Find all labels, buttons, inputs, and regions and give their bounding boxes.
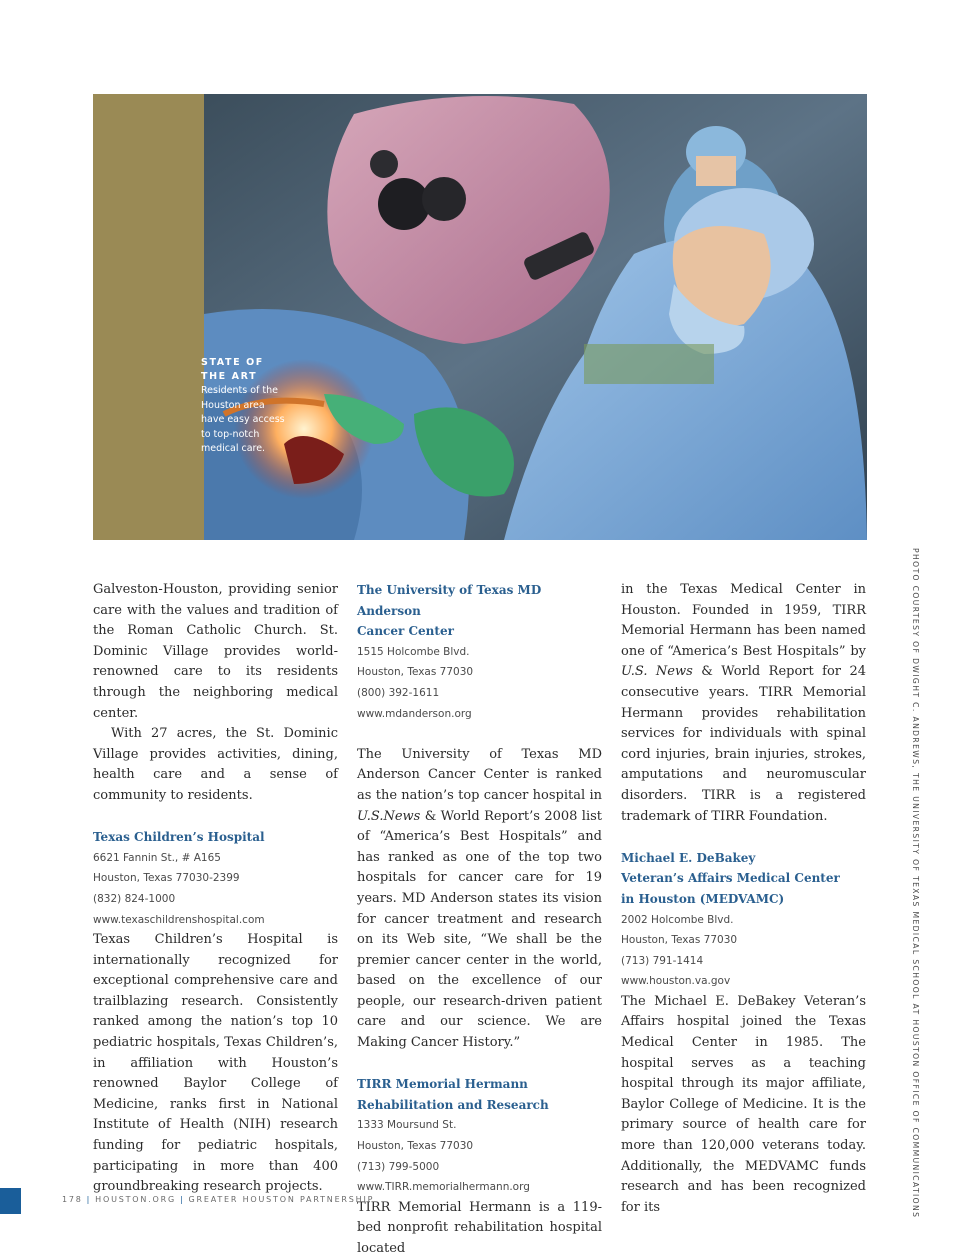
column-2 — [357, 580, 602, 1260]
paragraph: With 27 acres, the St. Dominic Village provides activities, dining, health care and a sense of community to residents. — [93, 726, 338, 803]
footer-site: HOUSTON.ORG — [95, 1195, 176, 1204]
photo-frame — [93, 94, 867, 540]
column-1 — [93, 580, 338, 1198]
paragraph: The Michael E. DeBakey Veteran’s Affairs hospital joined the Texas Medical Center in 1985. The hospital serves as a teaching hospital through its major affiliate, Baylor College of Medicine. It is the primary source of health care for more than 120,000 veterans today. Additionally, the MEDVAMC funds research and has been recognized for its — [621, 993, 866, 1215]
hospital-name-tirr: TIRR Memorial Hermann — [357, 1077, 528, 1092]
address-line: Houston, Texas 77030 — [357, 1140, 474, 1153]
address-line: 6621 Fannin St., # A165 — [93, 851, 221, 864]
website-url: www.TIRR.memorialhermann.org — [357, 1181, 530, 1194]
hospital-name-texas-childrens: Texas Children’s Hospital — [93, 830, 265, 845]
hospital-name-medvamc: Michael E. DeBakey — [621, 850, 756, 865]
website-url: www.mdanderson.org — [357, 707, 472, 720]
hospital-name-md-anderson: The University of Texas MD Anderson — [357, 583, 542, 618]
hospital-name-medvamc-line2: Veteran’s Affairs Medical Center — [621, 871, 840, 886]
phone-number: (832) 824-1000 — [93, 892, 176, 905]
phone-number: (713) 799-5000 — [357, 1160, 440, 1173]
address-line: Houston, Texas 77030 — [621, 934, 738, 947]
phone-number: (713) 791-1414 — [621, 954, 704, 967]
address-line: Houston, Texas 77030 — [357, 666, 474, 679]
paragraph — [357, 745, 602, 1054]
paragraph: Galveston-Houston, providing senior care with the values and tradition of the Roman Catholic Church. St. Dominic Village provides world-renowned care to its residents through the neighboring medical center. — [93, 582, 338, 721]
hospital-name-md-anderson-line2: Cancer Center — [357, 624, 454, 639]
address-line: Houston, Texas 77030-2399 — [93, 872, 240, 885]
publication-name: U.S. News — [621, 664, 693, 680]
website-url: www.houston.va.gov — [621, 975, 731, 988]
surgery-photo — [204, 94, 867, 540]
paragraph: Texas Children’s Hospital is internationally recognized for exceptional comprehensive care and trailblazing research. Consistently ranked among the nation’s top 10 pediatric hospitals, Texas Children’s, in affiliation with Houston’s renowned Baylor College of Medicine, ranks first in National Institute of Health (NIH) research funding for pediatric hospitals, participating in more than 400 groundbreaking research projects. — [93, 932, 338, 1195]
paragraph: TIRR Memorial Hermann is a 119-bed nonprofit rehabilitation hospital located — [357, 1199, 602, 1256]
footer-publisher: GREATER HOUSTON PARTNERSHIP — [188, 1195, 375, 1204]
column-3 — [621, 580, 866, 1218]
text-run: & World Report for 24 consecutive years. TIRR Memorial Hermann provides rehabilitation services for individuals with spinal cord injuries, brain injuries, strokes, amputations and neuromuscular disorders. TIRR is a registered trademark of TIRR Foundation. — [621, 664, 866, 824]
address-line: 2002 Holcombe Blvd. — [621, 913, 734, 926]
caption-title: STATE OF THE ART — [201, 357, 264, 382]
hospital-name-tirr-line2: Rehabilitation and Research — [357, 1097, 549, 1112]
text-run: & World Report’s 2008 list of “America’s Best Hospitals” and has ranked as one of the top two hospitals for cancer care for 19 years. MD Anderson states its vision for cancer treatment and research on its Web site, “We shall be the premier cancer center in the world, based on the excellence of our people, our research-driven patient care and our science. We are Making Cancer History.” — [357, 808, 602, 1051]
page-footer: 178 | HOUSTON.ORG | GREATER HOUSTON PARTNERSHIP — [62, 1195, 375, 1204]
website-url: www.texaschildrenshospital.com — [93, 913, 265, 926]
phone-number: (800) 392-1611 — [357, 686, 440, 699]
page-number: 178 — [62, 1195, 83, 1204]
footer-color-block — [0, 1188, 21, 1214]
photo-credit: PHOTO COURTESY OF DWIGHT C. ANDREWS, THE UNIVERSITY OF TEXAS MEDICAL SCHOOL AT HOUSTON OFFICE OF COMMUNICATIONS — [911, 548, 920, 1219]
hospital-name-medvamc-line3: in Houston (MEDVAMC) — [621, 891, 785, 906]
text-run: The University of Texas MD Anderson Cancer Center is ranked as the nation’s top cancer hospital in — [357, 746, 602, 803]
paragraph — [621, 580, 866, 827]
address-line: 1515 Holcombe Blvd. — [357, 645, 470, 658]
photo-caption — [201, 356, 291, 457]
text-run: in the Texas Medical Center in Houston. Founded in 1959, TIRR Memorial Hermann has been named one of “America’s Best Hospitals” by — [621, 582, 866, 659]
caption-text: Residents of the Houston area have easy access to top-notch medical care. — [201, 385, 285, 454]
publication-name: U.S.News — [357, 808, 421, 824]
address-line: 1333 Moursund St. — [357, 1119, 457, 1132]
